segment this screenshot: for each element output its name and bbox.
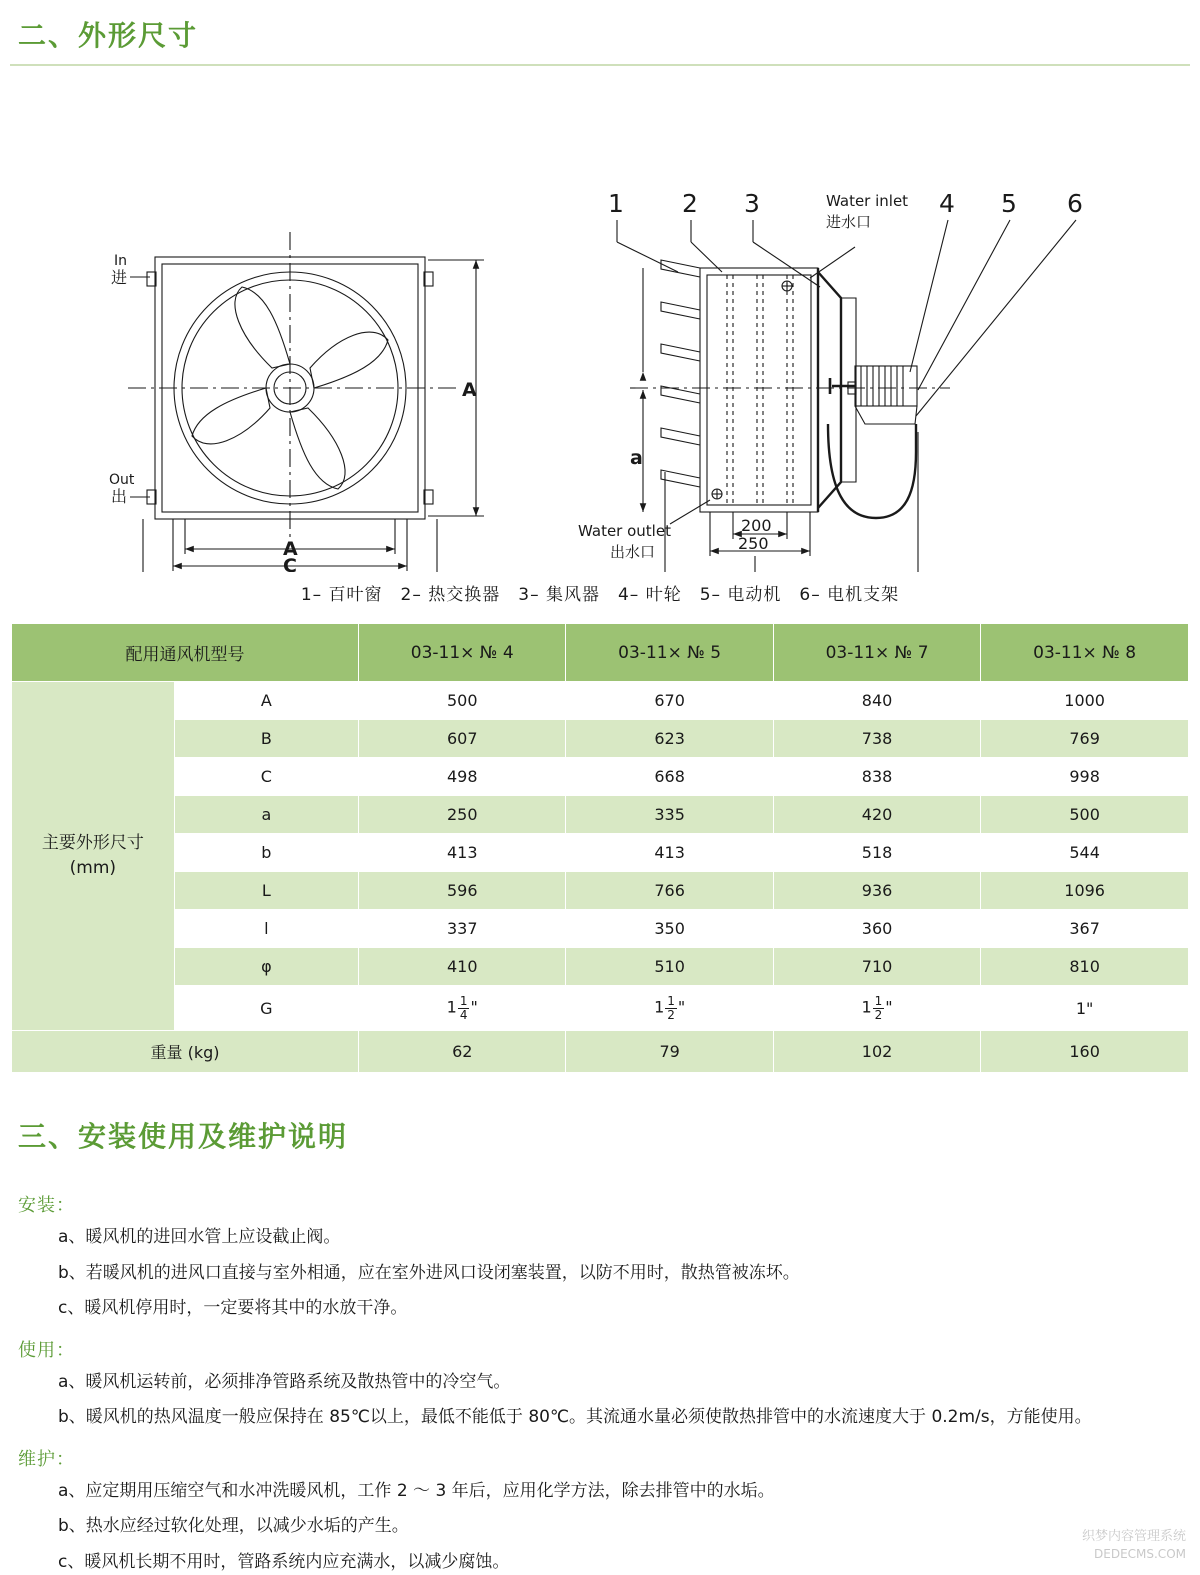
g0-unit: " [470, 997, 478, 1017]
water-outlet-en: Water outlet [578, 522, 671, 540]
out-en: Out [109, 472, 135, 488]
cell-phi-3: 810 [981, 948, 1189, 986]
cell-b-2: 518 [773, 834, 980, 872]
cell-L-2: 936 [773, 872, 980, 910]
g1-whole: 1 [654, 997, 665, 1017]
table-row [12, 948, 1189, 986]
side-label-line1: 主要外形尺寸 [41, 832, 144, 853]
table-row [12, 910, 1189, 948]
dimension-diagram [10, 72, 1190, 572]
dim-C: C [283, 555, 297, 572]
install-item-c: c、暖风机停用时，一定要将其中的水放干净。 [58, 1298, 408, 1319]
section-heading-dimensions: 二、外形尺寸 [10, 0, 1190, 66]
g1-fraction: $\frac{1}{2}$ [667, 994, 675, 1022]
install-item-a: a、暖风机的进回水管上应设截止阀。 [58, 1227, 341, 1248]
cell-weight-2: 102 [773, 1031, 980, 1073]
cell-L-3: 1096 [981, 872, 1189, 910]
install-item-b: b、若暖风机的进风口直接与室外相通，应在室外进风口设闭塞装置，以防不用时，散热管被冻坏。 [58, 1262, 800, 1283]
section-heading-installation: 三、安装使用及维护说明 [18, 1120, 349, 1154]
g3-whole: 1 [1075, 998, 1087, 1018]
callout-2: 2 [682, 189, 698, 218]
cell-l-3: 367 [981, 910, 1189, 948]
table-row [12, 834, 1189, 872]
cell-C-1: 668 [566, 758, 773, 796]
cell-G-0 [359, 986, 566, 1031]
watermark-line1: 织梦内容管理系统 [1081, 1529, 1186, 1545]
table-row [12, 986, 1189, 1031]
table-row [12, 872, 1189, 910]
cell-phi-2: 710 [773, 948, 980, 986]
cell-b-0: 413 [359, 834, 566, 872]
install-subheading: 安装： [18, 1195, 75, 1217]
row-label-A: A [174, 682, 358, 720]
cell-C-0: 498 [359, 758, 566, 796]
callout-3: 3 [744, 189, 760, 218]
callout-5: 5 [1001, 189, 1017, 218]
row-label-B: B [174, 720, 358, 758]
water-inlet-cn: 进水口 [826, 213, 872, 231]
g0-fraction: $\frac{1}{4}$ [459, 994, 468, 1022]
dim-A-side: A [462, 379, 477, 401]
cell-A-3: 1000 [981, 682, 1189, 720]
use-item-b: b、暖风机的热风温度一般应保持在 85℃以上，最低不能低于 80℃。其流通水量必须使散热排管中的水流速度大于 0.2m/s，方能使用。 [58, 1407, 1092, 1428]
cell-l-1: 350 [566, 910, 773, 948]
table-row-weight [12, 1031, 1189, 1073]
maint-item-b: b、热水应经过软化处理，以减少水垢的产生。 [58, 1516, 409, 1537]
cell-a-1: 335 [566, 796, 773, 834]
in-en: In [114, 253, 128, 269]
cell-b-1: 413 [566, 834, 773, 872]
water-outlet-cn: 出水口 [610, 543, 656, 561]
callout-1: 1 [608, 189, 624, 218]
in-cn: 进 [111, 268, 128, 287]
cell-C-3: 998 [981, 758, 1189, 796]
maint-item-a: a、应定期用压缩空气和水冲洗暖风机，工作 2 ～ 3 年后，应用化学方法，除去排管中的水垢。 [58, 1480, 775, 1501]
row-label-phi: φ [174, 948, 358, 986]
cell-C-2: 838 [773, 758, 980, 796]
cell-A-2: 840 [773, 682, 980, 720]
side-label-line2: (mm) [69, 858, 117, 879]
cell-l-2: 360 [773, 910, 980, 948]
table-row [12, 758, 1189, 796]
cell-G-2 [773, 986, 980, 1031]
use-subheading: 使用： [18, 1339, 75, 1361]
cell-phi-1: 510 [566, 948, 773, 986]
cell-B-1: 623 [566, 720, 773, 758]
g2-unit: " [885, 997, 893, 1017]
header-model-0: 03-11× № 4 [359, 624, 566, 682]
cell-a-3: 500 [981, 796, 1189, 834]
cell-b-3: 544 [981, 834, 1189, 872]
table-row [12, 682, 1189, 720]
cell-B-0: 607 [359, 720, 566, 758]
row-label-a: a [174, 796, 358, 834]
water-inlet-en: Water inlet [826, 192, 909, 210]
cell-G-3 [981, 986, 1189, 1031]
row-label-weight: 重量 (kg) [12, 1031, 359, 1073]
diagram-legend: 1– 百叶窗 2– 热交换器 3– 集风器 4– 叶轮 5– 电动机 6– 电机支架 [300, 585, 900, 605]
cell-B-3: 769 [981, 720, 1189, 758]
side-label-main-dimensions [12, 682, 175, 1031]
cell-L-1: 766 [566, 872, 773, 910]
row-label-C: C [174, 758, 358, 796]
dim-A-bottom: A [283, 538, 298, 560]
header-model-2: 03-11× № 7 [773, 624, 980, 682]
cell-weight-0: 62 [359, 1031, 566, 1073]
callout-4: 4 [939, 189, 955, 218]
cell-phi-0: 410 [359, 948, 566, 986]
header-model-1: 03-11× № 5 [566, 624, 773, 682]
header-model-3: 03-11× № 8 [981, 624, 1189, 682]
dim-a: a [630, 447, 643, 469]
g1-unit: " [677, 997, 686, 1017]
cell-weight-1: 79 [566, 1031, 773, 1073]
table-row [12, 796, 1189, 834]
watermark-line2: DEDECMS.COM [1094, 1547, 1186, 1562]
row-label-L: L [174, 872, 358, 910]
cell-A-0: 500 [359, 682, 566, 720]
cell-a-0: 250 [359, 796, 566, 834]
header-model-label: 配用通风机型号 [12, 624, 359, 682]
maint-item-c: c、暖风机长期不用时，管路系统内应充满水，以减少腐蚀。 [58, 1551, 510, 1572]
cell-A-1: 670 [566, 682, 773, 720]
dimensions-table [11, 623, 1189, 1073]
use-item-a: a、暖风机运转前，必须排净管路系统及散热管中的冷空气。 [58, 1371, 511, 1392]
cell-a-2: 420 [773, 796, 980, 834]
table-header-row [12, 624, 1189, 682]
g2-whole: 1 [861, 997, 872, 1017]
row-label-l: l [174, 910, 358, 948]
g3-unit: " [1086, 998, 1094, 1018]
row-label-G: G [174, 986, 358, 1031]
maintenance-subheading: 维护： [18, 1448, 75, 1470]
cell-weight-3: 160 [981, 1031, 1189, 1073]
table-row [12, 720, 1189, 758]
cell-l-0: 337 [359, 910, 566, 948]
g2-fraction: $\frac{1}{2}$ [874, 994, 883, 1022]
dim-200: 200 [741, 516, 772, 535]
row-label-b: b [174, 834, 358, 872]
callout-6: 6 [1067, 189, 1083, 218]
cell-G-1 [566, 986, 773, 1031]
out-cn: 出 [111, 487, 128, 506]
g0-whole: 1 [446, 997, 457, 1017]
watermark [1082, 1528, 1186, 1563]
instructions-block [10, 1171, 1190, 1575]
dim-250: 250 [738, 534, 769, 553]
cell-B-2: 738 [773, 720, 980, 758]
cell-L-0: 596 [359, 872, 566, 910]
